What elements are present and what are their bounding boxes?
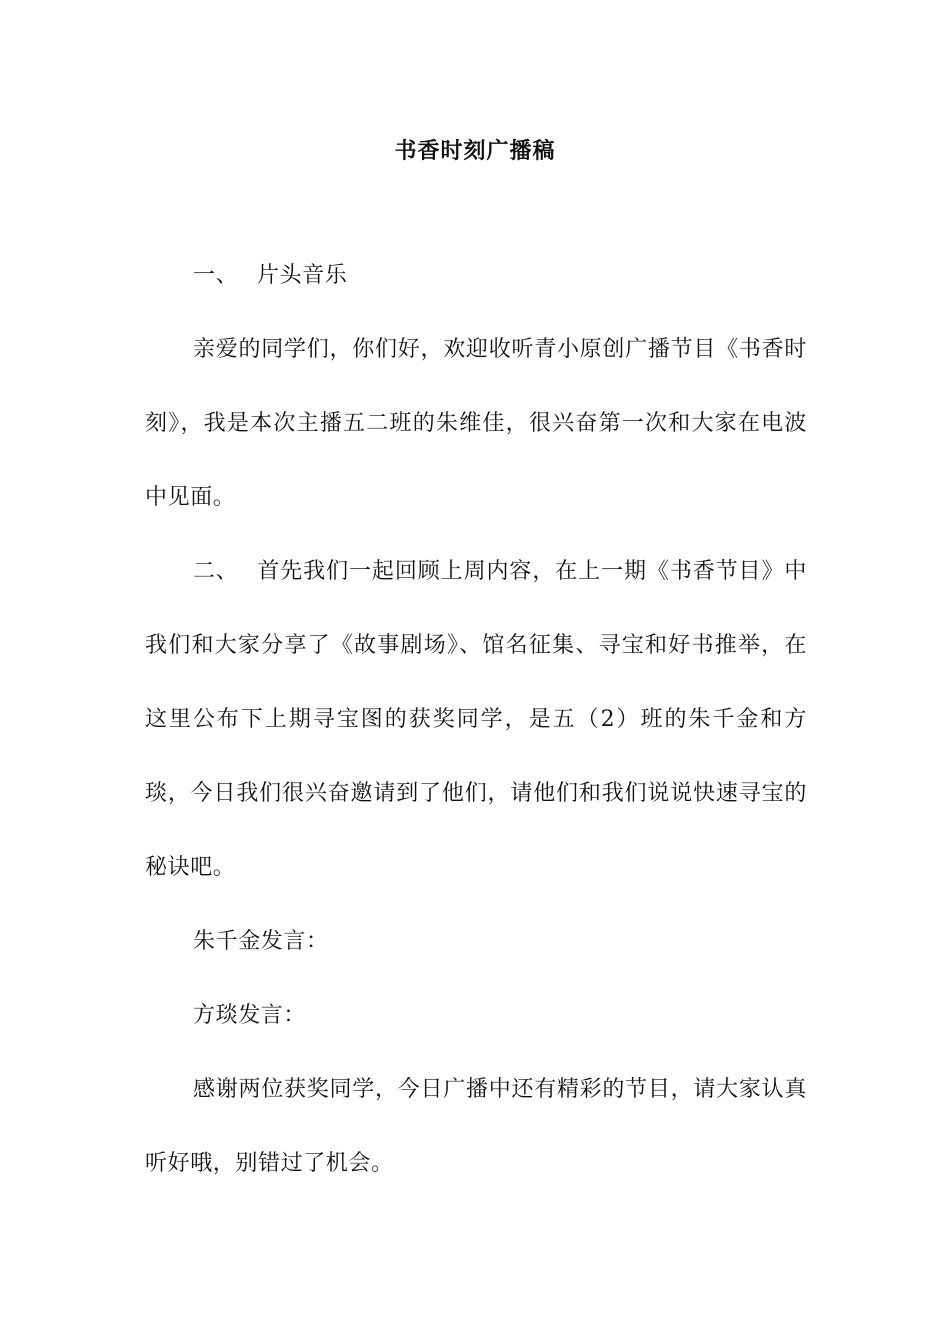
paragraph-text: 亲爱的同学们，你们好，欢迎收听青小原创广播节目《书香时刻》，我是本次主播五二班的朱维佳，很兴奋第一次和大家在电波中见面。 [145, 337, 807, 510]
paragraph-thanks [145, 1053, 807, 1201]
paragraph-greeting [145, 313, 807, 535]
paragraph-text: 首先我们一起回顾上周内容，在上一期《书香节目》中我们和大家分享了《故事剧场》、馆名征集、寻宝和好书推举，在这里公布下上期寻宝图的获奖同学，是五（2）班的朱千金和方琰，今日我们很兴奋邀请到了他们，请他们和我们说说快速寻宝的秘诀吧。 [145, 559, 807, 880]
paragraph-text: 片头音乐 [257, 263, 348, 288]
document-body [145, 239, 807, 1201]
paragraph-text: 感谢两位获奖同学，今日广播中还有精彩的节目，请大家认真听好哦，别错过了机会。 [145, 1077, 807, 1176]
section-number: 一、 [193, 263, 239, 288]
paragraph-section-1 [145, 239, 807, 313]
paragraph-speaker-1 [145, 905, 807, 979]
section-number: 二、 [193, 559, 239, 584]
paragraph-speaker-2 [145, 979, 807, 1053]
paragraph-section-2 [145, 535, 807, 905]
paragraph-text: 朱千金发言： [193, 929, 329, 954]
paragraph-text: 方琰发言： [193, 1003, 307, 1028]
document-title: 书香时刻广播稿 [394, 138, 556, 164]
